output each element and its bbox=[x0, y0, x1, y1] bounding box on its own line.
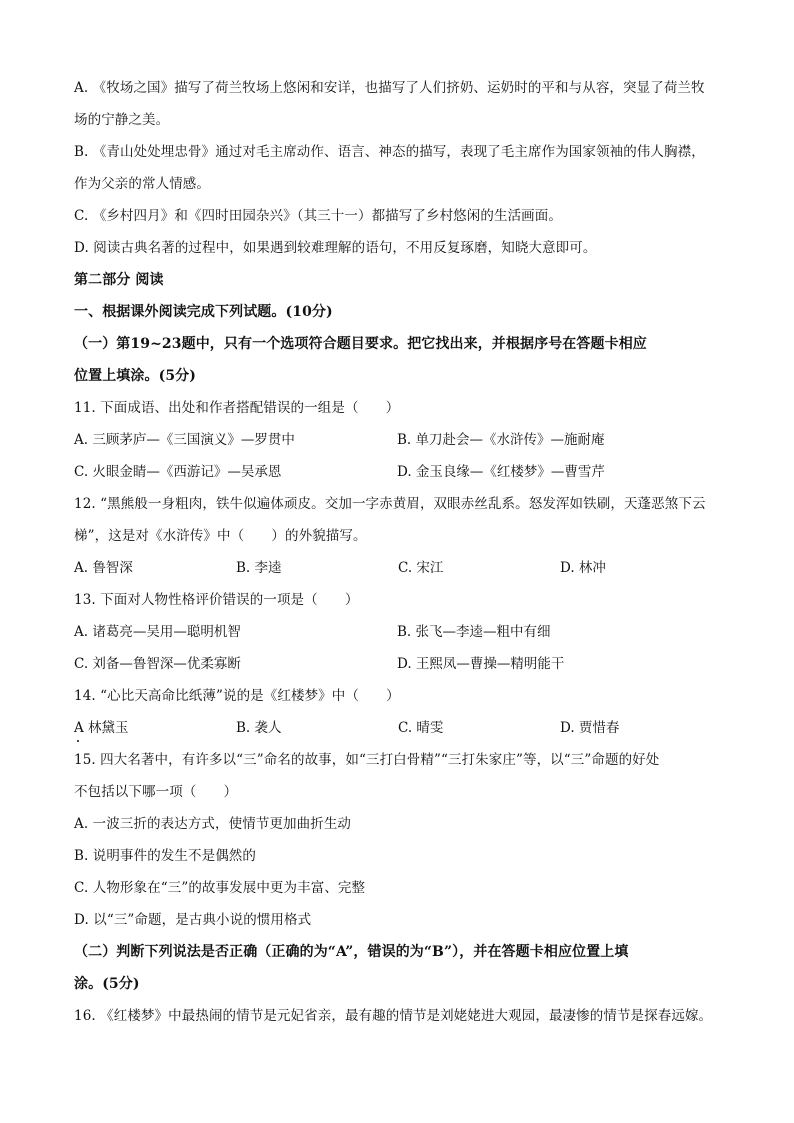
q10-option-c: C. 《乡村四月》和《四时田园杂兴》（其三十一）都描写了乡村悠闲的生活画面。 bbox=[74, 208, 562, 224]
q10-option-d: D. 阅读古典名著的过程中，如果遇到较难理解的语句，不用反复琢磨，知晓大意即可。 bbox=[74, 240, 597, 256]
q12-option-b: B. 李逵 bbox=[236, 560, 282, 576]
q11-option-b: B. 单刀赴会—《水浒传》—施耐庵 bbox=[397, 432, 605, 448]
q13-option-a: A. 诸葛亮—吴用—聪明机智 bbox=[74, 624, 241, 640]
sub2-title-line2: 涂。(5分) bbox=[74, 976, 140, 992]
q15-stem-line1: 15. 四大名著中，有许多以“三”命名的故事，如“三打白骨精”“三打朱家庄”等，以“三”命题的好处 bbox=[74, 752, 660, 768]
q10-option-a-line2: 场的宁静之美。 bbox=[74, 112, 170, 128]
q12-option-c: C. 宋江 bbox=[398, 560, 444, 576]
q10-option-b-line2: 作为父亲的常人情感。 bbox=[74, 176, 210, 192]
q15-stem-line2: 不包括以下哪一项（ ） bbox=[74, 784, 238, 800]
q15-option-c: C. 人物形象在“三”的故事发展中更为丰富、完整 bbox=[74, 880, 366, 896]
q11-option-c: C. 火眼金睛—《西游记》—吴承恩 bbox=[74, 464, 282, 480]
q16-statement: 16. 《红楼梦》中最热闹的情节是元妃省亲，最有趣的情节是刘姥姥进大观园，最凄惨的情节是探春远嫁。 bbox=[74, 1008, 713, 1024]
q11-options-row2 bbox=[74, 456, 732, 488]
q11-option-a: A. 三顾茅庐—《三国演义》—罗贯中 bbox=[74, 432, 295, 448]
q12-stem-line1: 12. “黑熊般一身粗肉，铁牛似遍体顽皮。交加一字赤黄眉，双眼赤丝乱系。怒发浑如铁刷，天蓬恶煞下云 bbox=[74, 496, 706, 512]
sub2-title-line1: （二）判断下列说法是否正确（正确的为“A”，错误的为“B”），并在答题卡相应位置上填 bbox=[74, 944, 629, 960]
q12-option-d: D. 林冲 bbox=[560, 560, 606, 576]
q10-option-b-line1: B. 《青山处处埋忠骨》通过对毛主席动作、语言、神态的描写，表现了毛主席作为国家领袖的伟人胸襟， bbox=[74, 144, 705, 160]
q15-option-b: B. 说明事件的发生不是偶然的 bbox=[74, 848, 257, 864]
q14-stem: 14. “心比天高命比纸薄”说的是《红楼梦》中（ ） bbox=[74, 688, 400, 704]
q14-option-b: B. 袭人 bbox=[236, 720, 282, 736]
q11-option-d: D. 金玉良缘—《红楼梦》—曹雪芹 bbox=[397, 464, 605, 480]
q12-stem-line2: 梯”，这是对《水浒传》中（ ）的外貌描写。 bbox=[74, 528, 367, 544]
q11-options-row1 bbox=[74, 424, 732, 456]
q14-options-row bbox=[74, 712, 732, 744]
q13-option-b: B. 张飞—李逵—粗中有细 bbox=[397, 624, 551, 640]
q13-option-c: C. 刘备—鲁智深—优柔寡断 bbox=[74, 656, 241, 672]
q13-option-d: D. 王熙凤—曹操—精明能干 bbox=[397, 656, 565, 672]
sub1-title-line1: （一）第19~23题中，只有一个选项符合题目要求。把它找出来，并根据序号在答题卡相应 bbox=[74, 336, 647, 352]
q12-options-row bbox=[74, 552, 732, 584]
q11-stem: 11. 下面成语、出处和作者搭配错误的一组是（ ） bbox=[74, 400, 400, 416]
q14-option-a: A 林黛玉 bbox=[74, 712, 236, 744]
q15-option-d: D. 以“三”命题，是古典小说的惯用格式 bbox=[74, 912, 312, 928]
q13-options-row2 bbox=[74, 648, 732, 680]
q14-option-c: C. 晴雯 bbox=[398, 720, 444, 736]
part2-title: 第二部分 阅读 bbox=[74, 272, 164, 288]
q10-option-a-line1: A. 《牧场之国》描写了荷兰牧场上悠闲和安详，也描写了人们挤奶、运奶时的平和与从容，突显了荷兰牧 bbox=[74, 80, 705, 96]
q12-option-a: A. 鲁智深 bbox=[74, 560, 133, 576]
q14-option-d: D. 贾惜春 bbox=[560, 720, 620, 736]
section1-title: 一、根据课外阅读完成下列试题。(10分) bbox=[74, 304, 333, 320]
q15-option-a: A. 一波三折的表达方式，使情节更加曲折生动 bbox=[74, 816, 352, 832]
q13-options-row1 bbox=[74, 616, 732, 648]
q13-stem: 13. 下面对人物性格评价错误的一项是（ ） bbox=[74, 592, 359, 608]
sub1-title-line2: 位置上填涂。(5分) bbox=[74, 368, 196, 384]
